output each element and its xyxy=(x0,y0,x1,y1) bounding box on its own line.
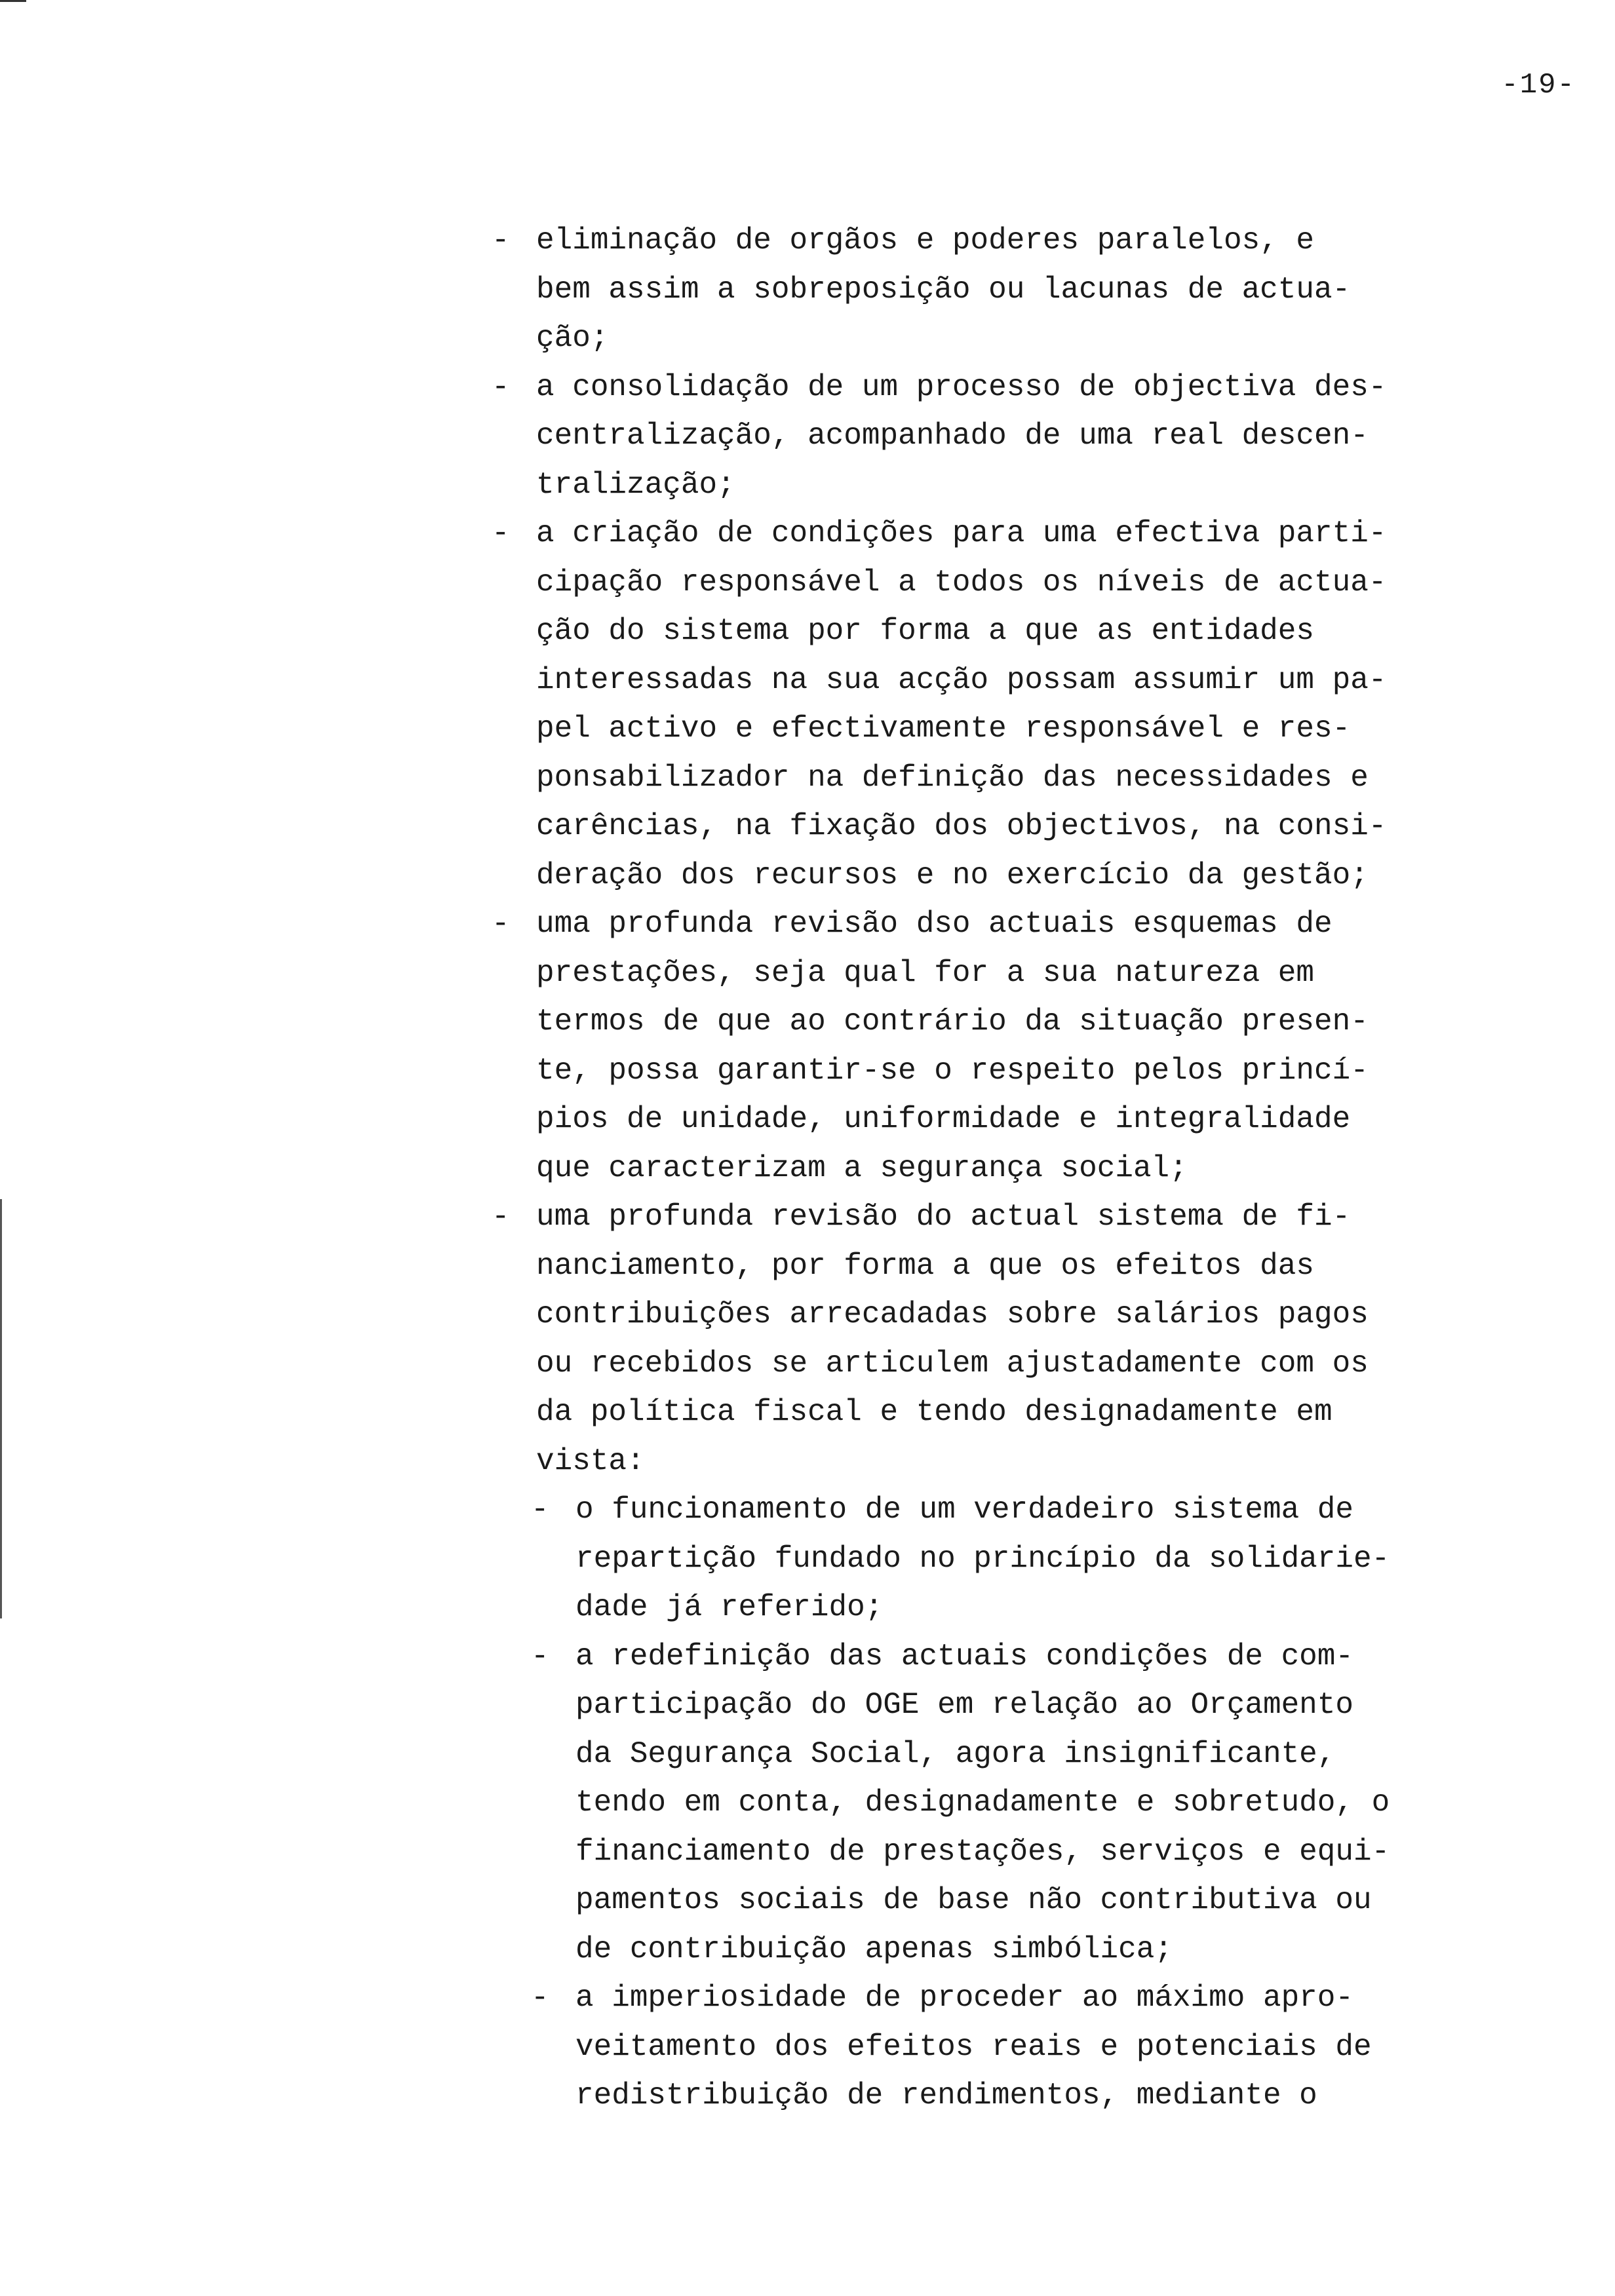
text-line: redistribuição de rendimentos, mediante o xyxy=(575,2078,1317,2113)
text-line: pios de unidade, uniformidade e integralidade xyxy=(536,1102,1351,1136)
text-line: o funcionamento de um verdadeiro sistema de xyxy=(575,1493,1353,1527)
list-item-text xyxy=(492,1193,1514,1485)
list-item-text xyxy=(492,509,1514,900)
list-item xyxy=(492,1193,1514,1485)
text-line: pel activo e efectivamente responsável e res- xyxy=(536,712,1351,746)
text-line: dade já referido; xyxy=(575,1590,884,1624)
text-line: a criação de condições para uma efectiva parti- xyxy=(536,516,1387,550)
text-line: da política fiscal e tendo designadamente em xyxy=(536,1395,1333,1429)
list-item-text xyxy=(492,900,1514,1193)
text-line: ção do sistema por forma a que as entidades xyxy=(536,614,1314,648)
text-line: tralização; xyxy=(536,467,735,502)
list-item-text xyxy=(531,1485,1514,1632)
text-line: termos de que ao contrário da situação presen- xyxy=(536,1004,1369,1039)
text-line: deração dos recursos e no exercício da gestão; xyxy=(536,858,1369,892)
list-bullet-dash: - xyxy=(492,1200,510,1234)
text-line: que caracterizam a segurança social; xyxy=(536,1151,1188,1185)
text-line: a imperiosidade de proceder ao máximo apro- xyxy=(575,1981,1353,2015)
list-item xyxy=(492,900,1514,1193)
text-line: a redefinição das actuais condições de com- xyxy=(575,1639,1353,1674)
text-line: repartição fundado no princípio da solidarie- xyxy=(575,1541,1390,1576)
text-line: ção; xyxy=(536,321,609,355)
list-bullet-dash: - xyxy=(492,223,510,258)
list-item-text xyxy=(531,1974,1514,2120)
text-line: bem assim a sobreposição ou lacunas de actua- xyxy=(536,272,1351,307)
text-line: financiamento de prestações, serviços e equi- xyxy=(575,1834,1390,1869)
list-bullet-dash: - xyxy=(531,1981,549,2015)
list-bullet-dash: - xyxy=(492,907,510,941)
text-line: pamentos sociais de base não contributiva ou xyxy=(575,1883,1372,1917)
text-line: ou recebidos se articulem ajustadamente com os xyxy=(536,1346,1369,1381)
sub-list-item xyxy=(531,1974,1514,2120)
text-line: vista: xyxy=(536,1444,645,1478)
text-line: veitamento dos efeitos reais e potenciais de xyxy=(575,2029,1372,2064)
list-item-text xyxy=(492,363,1514,510)
text-line: nanciamento, por forma a que os efeitos das xyxy=(536,1248,1314,1283)
list-item xyxy=(492,363,1514,510)
sub-list-item xyxy=(531,1485,1514,1632)
list-item xyxy=(492,216,1514,363)
list-bullet-dash: - xyxy=(531,1639,549,1674)
text-line: tendo em conta, designadamente e sobretudo, o xyxy=(575,1786,1390,1820)
list-bullet-dash: - xyxy=(492,370,510,404)
list-bullet-dash: - xyxy=(492,516,510,550)
list-item xyxy=(492,509,1514,900)
text-line: prestações, seja qual for a sua natureza em xyxy=(536,955,1314,990)
scan-edge-line xyxy=(0,1199,2,1618)
text-line: uma profunda revisão dso actuais esquemas de xyxy=(536,907,1333,941)
text-line: eliminação de orgãos e poderes paralelos, e xyxy=(536,223,1314,258)
text-line: a consolidação de um processo de objectiva des- xyxy=(536,370,1387,404)
list-item-text xyxy=(492,216,1514,363)
text-line: participação do OGE em relação ao Orçamento xyxy=(575,1688,1353,1722)
text-line: carências, na fixação dos objectivos, na consi- xyxy=(536,809,1387,843)
text-line: contribuições arrecadadas sobre salários pagos xyxy=(536,1297,1369,1331)
text-line: ponsabilizador na definição das necessidades e xyxy=(536,760,1369,795)
list-item-text xyxy=(531,1632,1514,1974)
page-number: -19- xyxy=(1501,69,1576,102)
list-bullet-dash: - xyxy=(531,1493,549,1527)
text-line: interessadas na sua acção possam assumir um pa- xyxy=(536,662,1387,697)
text-line: centralização, acompanhado de uma real descen- xyxy=(536,419,1369,453)
text-line: da Segurança Social, agora insignificante, xyxy=(575,1736,1336,1771)
sub-list-item xyxy=(531,1632,1514,1974)
text-line: de contribuição apenas simbólica; xyxy=(575,1932,1173,1966)
scan-corner-mark xyxy=(0,0,26,2)
document-body xyxy=(492,216,1514,2120)
text-line: te, possa garantir-se o respeito pelos princí- xyxy=(536,1053,1369,1088)
text-line: cipação responsável a todos os níveis de actua- xyxy=(536,565,1387,600)
text-line: uma profunda revisão do actual sistema de fi- xyxy=(536,1200,1351,1234)
